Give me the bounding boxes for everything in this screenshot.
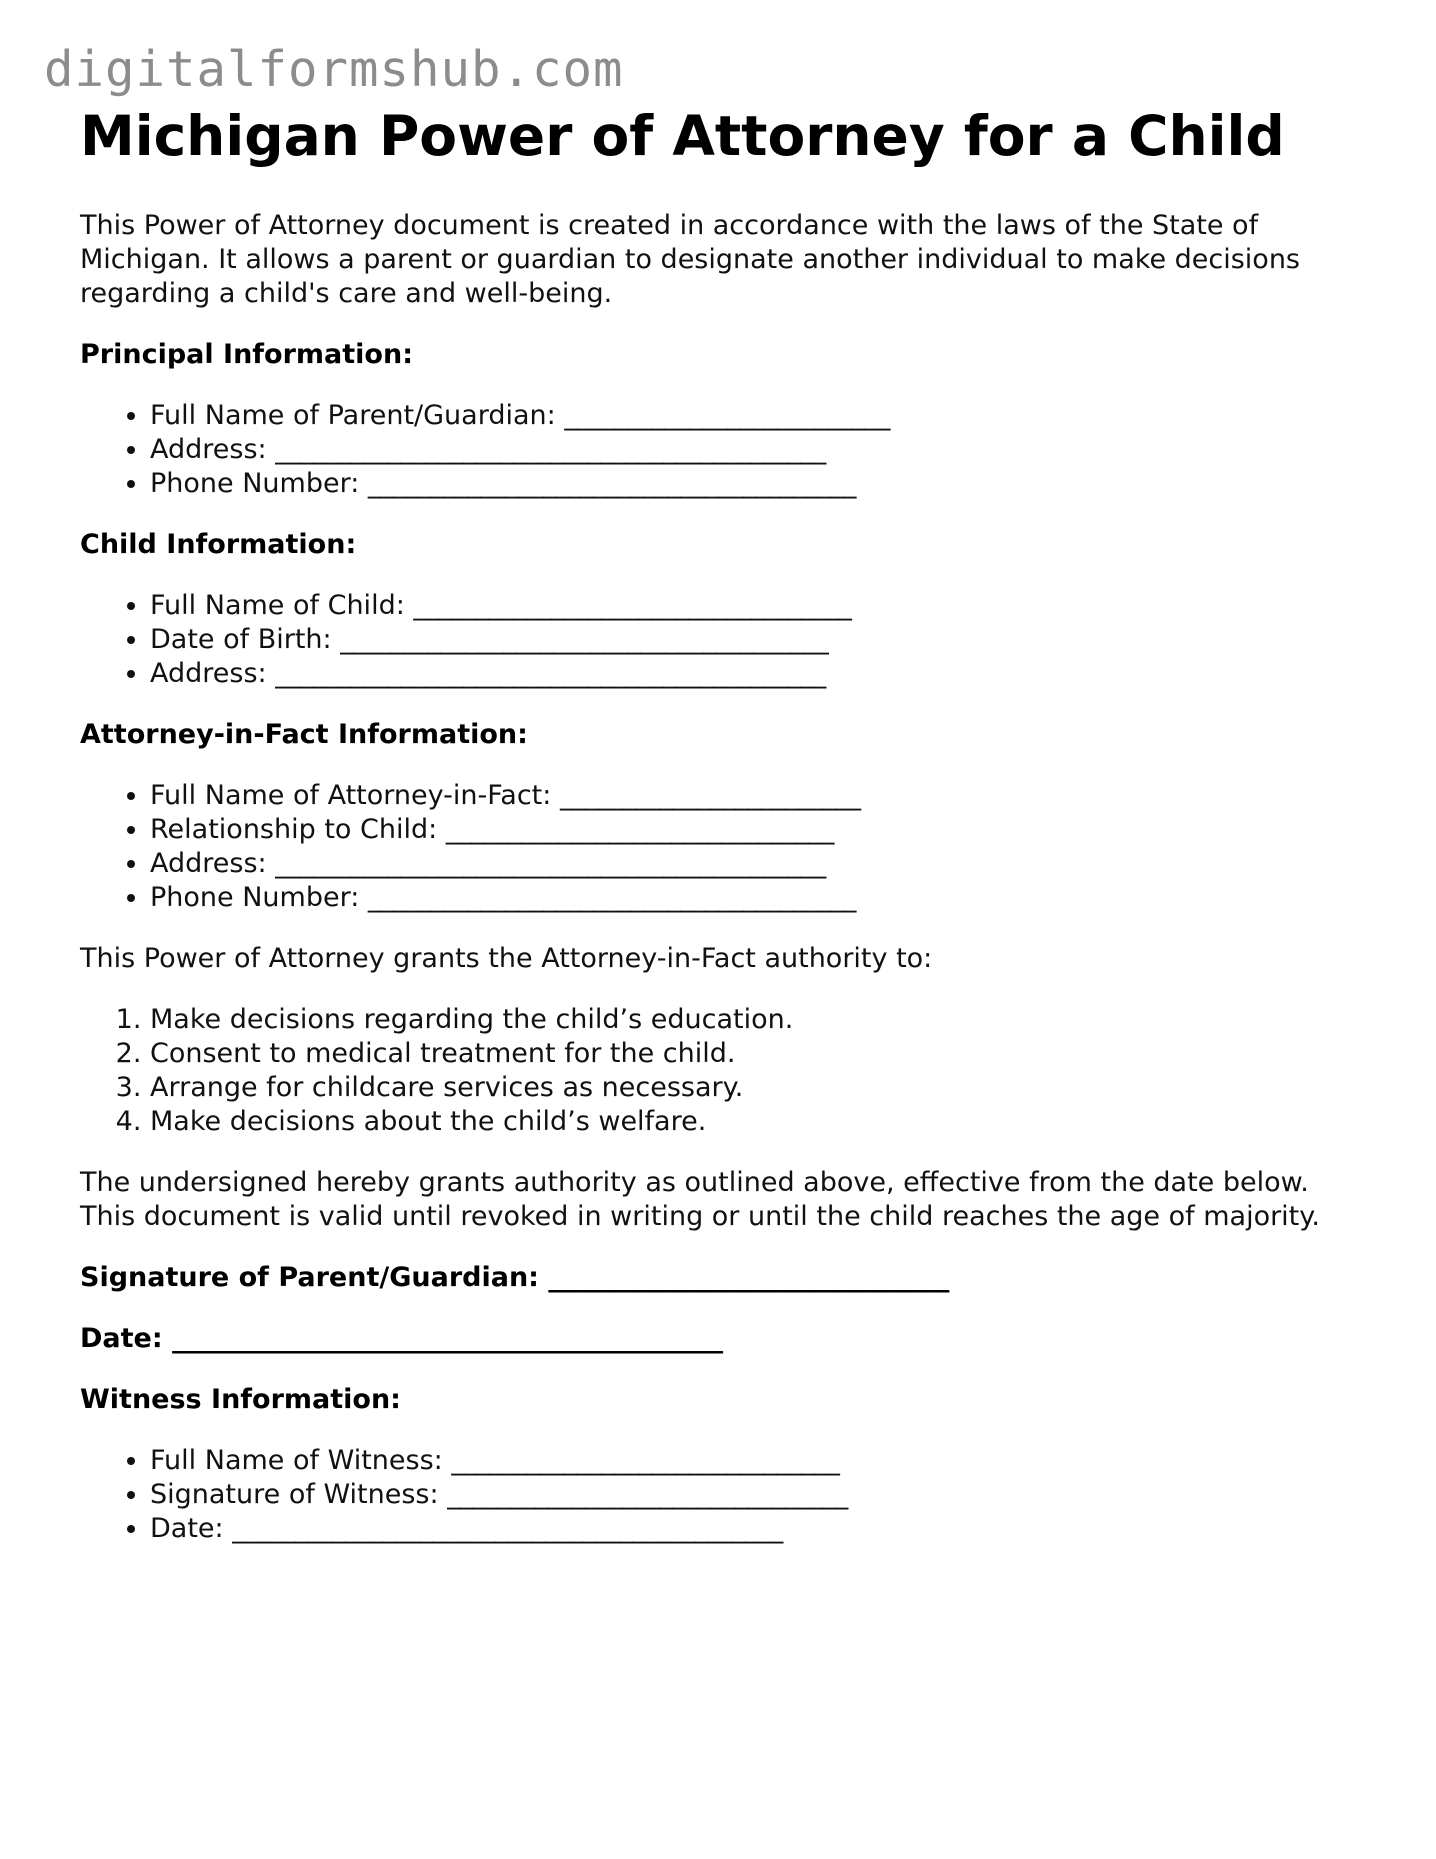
child-address-field — [150, 657, 1380, 691]
document-title: Michigan Power of Attorney for a Child — [80, 104, 1285, 168]
field-label: Date: — [150, 1513, 224, 1544]
signature-field — [80, 1261, 1380, 1295]
attorney-relationship-field — [150, 813, 1380, 847]
principal-phone-field — [150, 467, 1380, 501]
attorney-name-field — [150, 779, 1380, 813]
field-label: Phone Number: — [150, 468, 360, 499]
child-dob-field — [150, 623, 1380, 657]
field-label: Full Name of Witness: — [150, 1445, 443, 1476]
attorney-heading: Attorney-in-Fact Information: — [80, 719, 528, 750]
fill-line[interactable]: _______________________________ — [445, 814, 834, 845]
fill-line[interactable]: ____________________________________________ — [275, 848, 826, 879]
date-label: Date: — [80, 1323, 163, 1354]
principal-name-field — [150, 399, 1380, 433]
field-label: Date of Birth: — [150, 624, 332, 655]
field-label: Address: — [150, 658, 267, 689]
field-label: Full Name of Attorney-in-Fact: — [150, 780, 552, 811]
power-item: 4. Make decisions about the child’s welfare. — [150, 1105, 1380, 1139]
fill-line[interactable]: _______________________________ — [451, 1445, 839, 1476]
field-label: Address: — [150, 848, 267, 879]
fill-line[interactable]: ____________________________________________ — [275, 434, 826, 465]
fill-line[interactable]: ____________________________________________ — [232, 1513, 783, 1544]
fill-line[interactable]: ____________________________________________ — [275, 658, 826, 689]
principal-fields — [80, 399, 1380, 501]
witness-name-field — [150, 1444, 1380, 1478]
fill-line[interactable]: ________________________ — [559, 780, 860, 811]
child-fields — [80, 589, 1380, 691]
principal-heading: Principal Information: — [80, 339, 414, 370]
field-label: Phone Number: — [150, 882, 360, 913]
field-label: Full Name of Parent/Guardian: — [150, 400, 556, 431]
witness-date-field — [150, 1512, 1380, 1546]
closing-paragraph: The undersigned hereby grants authority as outlined above, effective from the date below. This document is valid until revoked in writing or until the child reaches the age of majority. — [80, 1167, 1320, 1232]
date-field — [80, 1322, 1380, 1356]
fill-line[interactable]: ________________________________ — [447, 1479, 848, 1510]
date-line[interactable]: ____________________________________________ — [172, 1323, 723, 1354]
fill-line[interactable]: ___________________________________ — [413, 590, 851, 621]
power-item: 1. Make decisions regarding the child’s education. — [150, 1003, 1380, 1037]
field-label: Full Name of Child: — [150, 590, 405, 621]
attorney-address-field — [150, 847, 1380, 881]
witness-fields — [80, 1444, 1380, 1546]
signature-line[interactable]: ________________________________ — [548, 1262, 949, 1293]
field-label: Address: — [150, 434, 267, 465]
grants-intro: This Power of Attorney grants the Attorney-in-Fact authority to: — [80, 943, 933, 974]
powers-list — [80, 1003, 1380, 1139]
child-heading: Child Information: — [80, 529, 357, 560]
power-item: 3. Arrange for childcare services as necessary. — [150, 1071, 1380, 1105]
attorney-fields — [80, 779, 1380, 915]
fill-line[interactable]: __________________________ — [564, 400, 890, 431]
fill-line[interactable]: _______________________________________ — [367, 882, 856, 913]
fill-line[interactable]: _______________________________________ — [340, 624, 828, 655]
watermark-logo: digitalformshub.com — [44, 41, 624, 98]
signature-label: Signature of Parent/Guardian: — [80, 1262, 539, 1293]
field-label: Signature of Witness: — [150, 1479, 439, 1510]
attorney-phone-field — [150, 881, 1380, 915]
witness-signature-field — [150, 1478, 1380, 1512]
power-item: 2. Consent to medical treatment for the child. — [150, 1037, 1380, 1071]
field-label: Relationship to Child: — [150, 814, 438, 845]
principal-address-field — [150, 433, 1380, 467]
intro-paragraph: This Power of Attorney document is created in accordance with the laws of the State of Michigan. It allows a parent or guardian to designate another individual to make decisions regarding a child's care and well-being. — [80, 210, 1300, 309]
document-page — [80, 100, 1380, 1546]
child-name-field — [150, 589, 1380, 623]
fill-line[interactable]: _______________________________________ — [367, 468, 856, 499]
witness-heading: Witness Information: — [80, 1384, 401, 1415]
